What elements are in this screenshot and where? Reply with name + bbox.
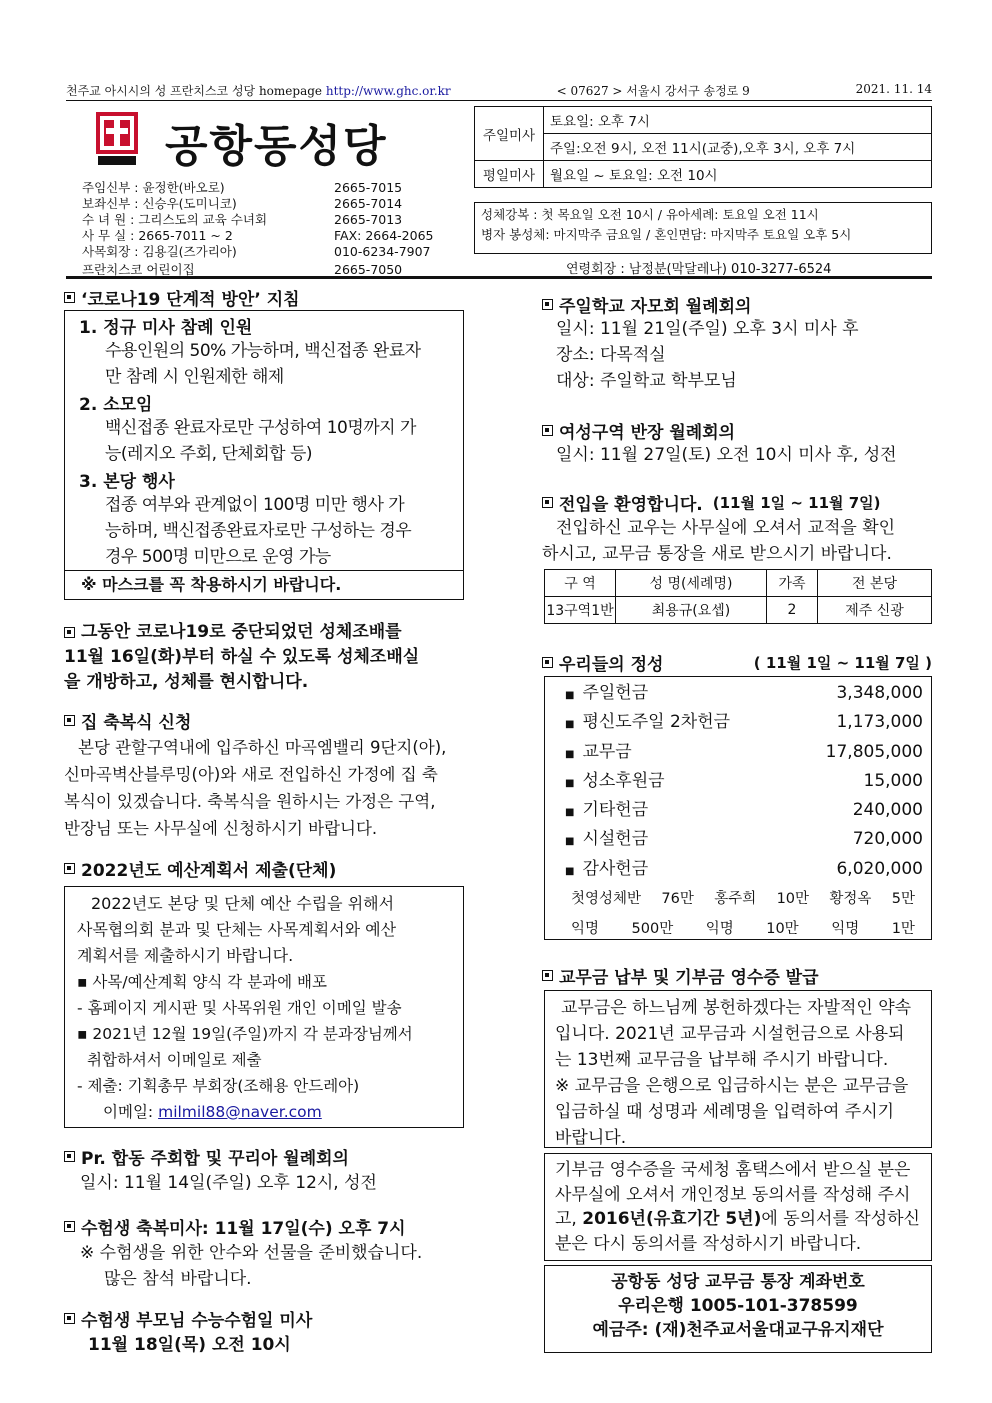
- bullet-box-icon: [542, 497, 553, 508]
- table-row: 13구역1반 최용규(요셉) 2 제주 신광: [545, 597, 932, 624]
- sunday-school-title: 주일학교 자모회 월례회의: [542, 292, 751, 317]
- sunday-mass: 주일:오전 9시, 오전 11시(교중),오후 3시, 오후 7시: [544, 134, 932, 161]
- bullet-box-icon: [64, 1151, 75, 1162]
- church-name: 공항동성당: [165, 121, 388, 172]
- pr-section-title: Pr. 합동 주회합 및 꾸리아 월례회의: [64, 1144, 349, 1169]
- tithe-info-box: 교무금은 하느님께 봉헌하겠다는 자발적인 약속 입니다. 2021년 교무금과 시설헌금으로 사용되 는 13번째 교무금을 납부해 주시기 바랍니다. ※ 교무금을 은행으로 입금하시는 분은 교무금을 입금하실 때 성명과 세례명을 입력하여 주시기 바랍니다.: [544, 990, 932, 1148]
- staff-row: 사 무 실 : 2665-7011 ~ 2 FAX: 2664-2065: [82, 228, 434, 243]
- budget-box: 2022년도 본당 및 단체 예산 수립을 위해서 사목협의회 분과 및 단체는 사목계획서와 예산 계획서를 제출하시기 바랍니다. ▪ 사목/예산계획 양식 각 분과에 배포 - 홈페이지 게시판 및 사목위원 개인 이메일 발송 ▪ 2021년 12월 19일(주일)까지 각 분과장님께서 취합하셔서 이메일로 제출 - 제출: 기획총무 부회장(조해용 안드레아) 이메일: milmil88@naver.com: [64, 886, 464, 1128]
- women-meeting-info: 일시: 11월 27일(토) 오전 10시 미사 후, 성전: [556, 445, 897, 465]
- staff-row: 사목회장 : 김용길(즈가리아) 010-6234-7907: [82, 244, 431, 259]
- bullet-box-icon: [542, 970, 553, 981]
- weekday-mass: 월요일 ~ 토요일: 오전 10시: [544, 161, 932, 188]
- sacrament-schedule: 성체강복 : 첫 목요일 오전 10시 / 유아세례: 토요일 오전 11시 병자 봉성체: 마지막주 금요일 / 혼인면담: 마지막주 토요일 오후 5시: [474, 202, 932, 254]
- bank-account-box: [544, 1265, 932, 1353]
- list-item: ■ 평신도주일 2차헌금 1,173,000: [565, 712, 923, 733]
- mask-notice: ※ 마스크를 꼭 착용하시기 바랍니다.: [65, 570, 463, 599]
- budget-section-title: 2022년도 예산계획서 제출(단체): [64, 856, 336, 881]
- staff-list: [82, 180, 433, 278]
- parents-mass-title: 수험생 부모님 수능수험일 미사: [64, 1306, 312, 1331]
- header-line: [66, 82, 932, 99]
- table-header-row: 구 역 성 명(세례명) 가족 전 본당: [545, 570, 932, 597]
- bullet-box-icon: [542, 657, 553, 668]
- parents-mass-date: 11월 18일(목) 오전 10시: [88, 1335, 291, 1355]
- mass-schedule-table: [474, 106, 932, 188]
- list-item: ■ 감사헌금 6,020,000: [565, 858, 923, 879]
- blessing-text: 본당 관할구역내에 입주하신 마곡엠밸리 9단지(아), 신마곡벽산블루밍(아)와 새로 전입하신 가정에 집 축 복식이 있겠습니다. 축복식을 원하시는 가정은 구역, 반장님 또는 사무실에 신청하시기 바랍니다.: [64, 738, 447, 838]
- list-item: ■ 기타헌금 240,000: [565, 800, 923, 821]
- list-item: ■ 교무금 17,805,000: [565, 741, 923, 762]
- address: < 07627 > 서울시 강서구 송정로 9: [556, 84, 750, 98]
- header-bottom-rule: [66, 276, 932, 279]
- tithe-title: 교무금 납부 및 기부금 영수증 발급: [542, 963, 819, 988]
- list-item: ■ 성소후원금 15,000: [565, 770, 923, 791]
- women-meeting-title: 여성구역 반장 월례회의: [542, 418, 735, 443]
- header-rule: [66, 100, 932, 101]
- communion-notice: 그동안 코로나19로 중단되었던 성체조배를 11월 16일(화)부터 하실 수 있도록 성체조배실 을 개방하고, 성체를 현시합니다.: [64, 622, 420, 692]
- exam-mass-info: ※ 수험생을 위한 안수와 선물을 준비했습니다. 많은 참석 바랍니다.: [80, 1243, 423, 1289]
- staff-row: 수 녀 원 : 그리스도의 교육 수녀회 2665-7013: [82, 212, 403, 227]
- org-line: 천주교 아시시의 성 프란치스코 성당 homepage http://www.ghc.or.kr: [66, 84, 451, 98]
- blessing-section-title: 집 축복식 신청: [64, 708, 191, 733]
- transfer-table: [544, 569, 932, 624]
- sunday-school-info: 일시: 11월 21일(주일) 오후 3시 미사 후 장소: 다목적실 대상: 주일학교 학부모님: [556, 319, 859, 391]
- sunday-mass-label: 주일미사: [475, 107, 544, 161]
- homepage-link[interactable]: http://www.ghc.or.kr: [325, 84, 451, 98]
- bullet-box-icon: [64, 292, 75, 303]
- staff-row: 주임신부 : 윤정한(바오로) 2665-7015: [82, 180, 403, 195]
- pr-meeting-info: 일시: 11월 14일(주일) 오후 12시, 성전: [80, 1173, 377, 1193]
- bullet-box-icon: [542, 425, 553, 436]
- issue-date: 2021. 11. 14: [855, 82, 932, 96]
- account-number: 우리은행 1005-101-378599: [618, 1296, 858, 1316]
- list-item: ■ 시설헌금 720,000: [565, 829, 923, 850]
- church-logo-icon: [96, 112, 138, 166]
- saturday-mass: 토요일: 오후 7시: [544, 107, 932, 134]
- bullet-box-icon: [64, 1313, 75, 1324]
- bullet-box-icon: [64, 627, 75, 638]
- staff-row: 보좌신부 : 신승우(도미니코) 2665-7014: [82, 196, 403, 211]
- bullet-box-icon: [64, 1221, 75, 1232]
- welcome-text: 전입하신 교우는 사무실에 오셔서 교적을 확인 하시고, 교무금 통장을 새로 받으시기 바랍니다.: [542, 518, 896, 564]
- weekday-mass-label: 평일미사: [475, 161, 544, 188]
- email-link[interactable]: milmil88@naver.com: [158, 1103, 322, 1121]
- bullet-box-icon: [64, 863, 75, 874]
- donor-row: 익명 500만 익명 10만 익명 1만: [571, 921, 915, 938]
- account-title: 공항동 성당 교무금 통장 계좌번호: [611, 1272, 865, 1292]
- exam-mass-title: 수험생 축복미사: 11월 17일(수) 오후 7시: [64, 1214, 406, 1239]
- bullet-box-icon: [542, 299, 553, 310]
- covid-guideline-box: 1. 정규 미사 참례 인원 수용인원의 50% 가능하며, 백신접종 완료자 만 참례 시 인원제한 해제 2. 소모임 백신접종 완료자로만 구성하여 10명까지 가 능(레지오 주회, 단체회합 등) 3. 본당 행사 접종 여부와 관계없이 100명 미만 행사 가 능하며, 백신접종완료자로만 구성하는 경우 경우 500명 미만으로 운영 가능 ※ 마스크를 꼭 착용하시기 바랍니다.: [64, 310, 464, 600]
- offering-title: 우리들의 정성 ( 11월 1일 ~ 11월 7일 ): [542, 650, 932, 675]
- offering-box: [544, 676, 932, 940]
- funeral-association: 연령회장 : 남정분(막달레나) 010-3277-6524: [566, 262, 832, 277]
- welcome-title: 전입을 환영합니다. (11월 1일 ~ 11월 7일): [542, 490, 881, 515]
- covid-section-title: ‘코로나19 단계적 방안’ 지침: [64, 285, 300, 310]
- donor-row: 첫영성체반 76만 홍주희 10만 황정옥 5만: [571, 891, 915, 908]
- account-holder: 예금주: (재)천주교서울대교구유지재단: [592, 1320, 884, 1340]
- bullet-box-icon: [64, 715, 75, 726]
- list-item: ■ 주일헌금 3,348,000: [565, 683, 923, 703]
- receipt-info-box: 기부금 영수증을 국세청 홈택스에서 받으실 분은 사무실에 오셔서 개인정보 동의서를 작성해 주시 고, 2016년(유효기간 5년)에 동의서를 작성하신 분은 다시 동의서를 작성하시기 바랍니다.: [544, 1153, 932, 1261]
- staff-row: 프란치스코 어린이집 2665-7050: [82, 262, 403, 277]
